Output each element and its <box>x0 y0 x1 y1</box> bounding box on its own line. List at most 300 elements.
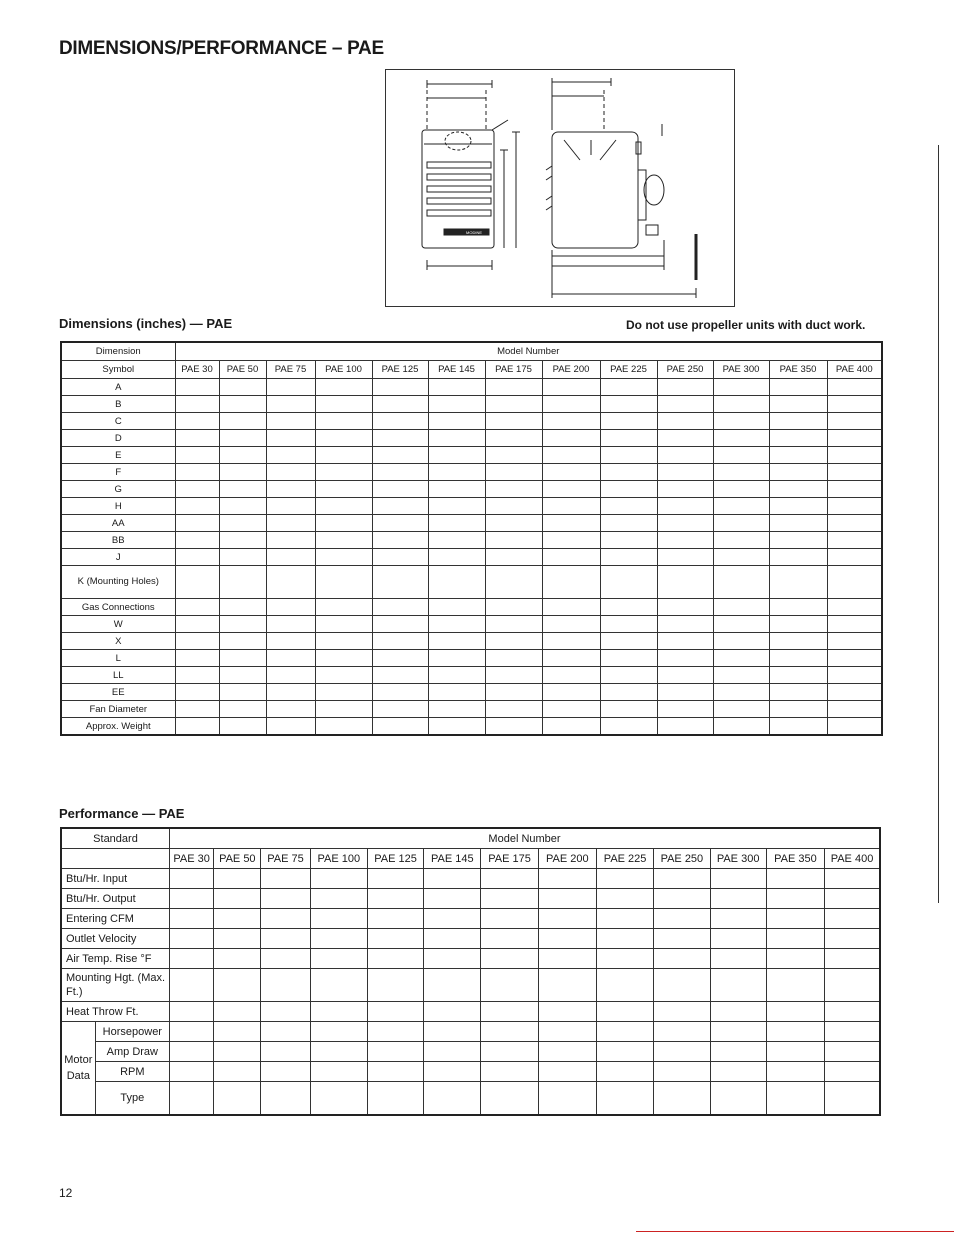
table-cell <box>175 616 219 633</box>
table-cell <box>372 599 428 616</box>
table-cell <box>424 1062 481 1082</box>
table-cell <box>713 566 769 599</box>
table-cell <box>827 430 882 447</box>
dimension-symbol: J <box>61 549 175 566</box>
table-cell <box>219 718 266 736</box>
table-cell <box>769 515 827 532</box>
table-cell <box>827 566 882 599</box>
table-cell <box>485 515 542 532</box>
dimension-symbol: K (Mounting Holes) <box>61 566 175 599</box>
table-cell <box>485 667 542 684</box>
table-cell <box>713 549 769 566</box>
table-cell <box>310 1022 367 1042</box>
table-cell <box>827 515 882 532</box>
table-cell <box>713 447 769 464</box>
table-cell <box>214 929 261 949</box>
table-cell <box>769 599 827 616</box>
table-row <box>61 1062 880 1082</box>
table-cell <box>657 430 713 447</box>
table-cell <box>175 396 219 413</box>
table-cell <box>485 430 542 447</box>
table-cell <box>769 379 827 396</box>
table-cell <box>481 909 538 929</box>
table-cell <box>596 1022 653 1042</box>
table-cell <box>827 718 882 736</box>
dimension-header: Dimension <box>61 342 175 361</box>
table-cell <box>766 909 824 929</box>
dimension-symbol: Approx. Weight <box>61 718 175 736</box>
table-cell <box>428 549 485 566</box>
dimension-symbol: X <box>61 633 175 650</box>
table-cell <box>266 701 315 718</box>
performance-section-title: Performance — PAE <box>59 806 185 821</box>
table-cell <box>485 464 542 481</box>
table-cell <box>367 1062 423 1082</box>
table-cell <box>428 481 485 498</box>
table-cell <box>310 889 367 909</box>
table-cell <box>372 616 428 633</box>
dim-model-header: PAE 145 <box>428 361 485 379</box>
table-cell <box>827 549 882 566</box>
table-cell <box>657 684 713 701</box>
perf-model-header: PAE 100 <box>310 849 367 869</box>
table-cell <box>769 481 827 498</box>
table-row <box>61 969 880 1002</box>
table-cell <box>542 701 600 718</box>
table-row <box>61 396 882 413</box>
table-cell <box>219 379 266 396</box>
table-cell <box>600 684 657 701</box>
table-cell <box>538 869 596 889</box>
table-cell <box>315 396 372 413</box>
table-cell <box>261 889 310 909</box>
dimension-symbol: Gas Connections <box>61 599 175 616</box>
table-cell <box>827 532 882 549</box>
performance-label: Heat Throw Ft. <box>61 1002 170 1022</box>
table-cell <box>827 616 882 633</box>
table-cell <box>310 1082 367 1116</box>
footer-red-rule <box>636 1231 954 1232</box>
dimension-symbol: A <box>61 379 175 396</box>
table-cell <box>654 869 710 889</box>
table-row <box>61 413 882 430</box>
table-cell <box>481 1042 538 1062</box>
table-cell <box>766 1082 824 1116</box>
table-cell <box>766 869 824 889</box>
table-cell <box>310 1042 367 1062</box>
table-cell <box>827 447 882 464</box>
table-cell <box>428 498 485 515</box>
dim-model-header: PAE 125 <box>372 361 428 379</box>
table-cell <box>315 566 372 599</box>
table-row <box>61 498 882 515</box>
table-row <box>61 1042 880 1062</box>
table-cell <box>542 430 600 447</box>
table-cell <box>769 701 827 718</box>
table-cell <box>769 718 827 736</box>
table-cell <box>769 498 827 515</box>
table-cell <box>485 396 542 413</box>
table-cell <box>542 667 600 684</box>
table-cell <box>261 1022 310 1042</box>
table-cell <box>266 532 315 549</box>
table-cell <box>713 464 769 481</box>
table-cell <box>424 949 481 969</box>
table-cell <box>175 549 219 566</box>
table-cell <box>657 413 713 430</box>
table-cell <box>428 430 485 447</box>
table-cell <box>261 1062 310 1082</box>
table-cell <box>827 464 882 481</box>
table-cell <box>170 869 214 889</box>
table-cell <box>542 566 600 599</box>
table-cell <box>219 701 266 718</box>
table-cell <box>481 949 538 969</box>
dimension-symbol: EE <box>61 684 175 701</box>
dimensions-section-title: Dimensions (inches) — PAE <box>59 316 233 331</box>
table-cell <box>219 650 266 667</box>
table-cell <box>219 599 266 616</box>
table-cell <box>315 684 372 701</box>
table-cell <box>428 616 485 633</box>
table-cell <box>710 1082 766 1116</box>
table-cell <box>219 684 266 701</box>
motor-data-label: Type <box>95 1082 169 1116</box>
table-cell <box>542 396 600 413</box>
performance-table <box>60 827 881 1116</box>
table-cell <box>657 532 713 549</box>
table-cell <box>825 1062 880 1082</box>
table-cell <box>600 566 657 599</box>
table-cell <box>485 718 542 736</box>
table-cell <box>769 566 827 599</box>
table-cell <box>175 566 219 599</box>
table-cell <box>219 430 266 447</box>
table-cell <box>713 633 769 650</box>
dimension-symbol: H <box>61 498 175 515</box>
table-cell <box>481 1022 538 1042</box>
dimension-symbol: W <box>61 616 175 633</box>
table-cell <box>654 889 710 909</box>
table-cell <box>175 599 219 616</box>
table-cell <box>710 1062 766 1082</box>
table-cell <box>315 447 372 464</box>
table-cell <box>175 447 219 464</box>
table-cell <box>766 929 824 949</box>
table-cell <box>219 464 266 481</box>
table-cell <box>657 396 713 413</box>
table-cell <box>600 379 657 396</box>
table-row <box>61 481 882 498</box>
table-cell <box>310 869 367 889</box>
motor-data-label: RPM <box>95 1062 169 1082</box>
dim-model-header: PAE 30 <box>175 361 219 379</box>
table-cell <box>769 667 827 684</box>
table-cell <box>175 464 219 481</box>
table-cell <box>170 1082 214 1116</box>
table-cell <box>600 447 657 464</box>
table-cell <box>175 515 219 532</box>
table-cell <box>657 701 713 718</box>
table-cell <box>428 515 485 532</box>
table-cell <box>713 413 769 430</box>
dim-model-header: PAE 400 <box>827 361 882 379</box>
table-cell <box>481 969 538 1002</box>
table-cell <box>710 889 766 909</box>
table-cell <box>485 599 542 616</box>
table-cell <box>219 481 266 498</box>
table-cell <box>372 718 428 736</box>
table-cell <box>424 869 481 889</box>
table-cell <box>596 929 653 949</box>
table-cell <box>315 718 372 736</box>
dim-model-header: PAE 75 <box>266 361 315 379</box>
table-cell <box>170 1062 214 1082</box>
table-cell <box>766 949 824 969</box>
table-cell <box>315 616 372 633</box>
table-cell <box>825 1022 880 1042</box>
table-cell <box>825 949 880 969</box>
table-cell <box>657 498 713 515</box>
table-cell <box>710 869 766 889</box>
dimension-symbol: BB <box>61 532 175 549</box>
table-cell <box>219 616 266 633</box>
table-row <box>61 599 882 616</box>
table-cell <box>315 515 372 532</box>
dim-model-header: PAE 250 <box>657 361 713 379</box>
table-cell <box>766 1062 824 1082</box>
table-cell <box>538 1062 596 1082</box>
table-cell <box>372 515 428 532</box>
heater-diagram-svg <box>386 70 734 306</box>
table-cell <box>654 1082 710 1116</box>
table-row <box>61 929 880 949</box>
table-cell <box>372 481 428 498</box>
table-cell <box>266 633 315 650</box>
table-cell <box>266 549 315 566</box>
table-cell <box>266 464 315 481</box>
table-cell <box>266 650 315 667</box>
table-cell <box>825 909 880 929</box>
dim-model-header: PAE 300 <box>713 361 769 379</box>
table-cell <box>424 1042 481 1062</box>
table-cell <box>769 532 827 549</box>
dim-model-header: PAE 50 <box>219 361 266 379</box>
perf-model-header: PAE 145 <box>424 849 481 869</box>
duct-work-note: Do not use propeller units with duct work. <box>626 318 866 332</box>
dimension-symbol: G <box>61 481 175 498</box>
margin-rule <box>938 145 939 903</box>
table-cell <box>827 650 882 667</box>
table-cell <box>261 1042 310 1062</box>
table-cell <box>266 430 315 447</box>
table-cell <box>170 949 214 969</box>
table-cell <box>827 633 882 650</box>
table-cell <box>261 1082 310 1116</box>
table-cell <box>769 633 827 650</box>
table-cell <box>596 1062 653 1082</box>
table-cell <box>827 667 882 684</box>
performance-label: Btu/Hr. Output <box>61 889 170 909</box>
table-cell <box>424 969 481 1002</box>
table-cell <box>372 413 428 430</box>
table-cell <box>485 650 542 667</box>
table-cell <box>261 1002 310 1022</box>
table-cell <box>538 949 596 969</box>
table-cell <box>214 1082 261 1116</box>
table-cell <box>654 1042 710 1062</box>
table-cell <box>654 929 710 949</box>
table-cell <box>654 969 710 1002</box>
table-cell <box>600 515 657 532</box>
table-cell <box>538 1042 596 1062</box>
table-cell <box>214 869 261 889</box>
table-cell <box>428 633 485 650</box>
dimension-symbol: L <box>61 650 175 667</box>
table-cell <box>481 1002 538 1022</box>
motor-data-label: Amp Draw <box>95 1042 169 1062</box>
table-cell <box>713 616 769 633</box>
table-cell <box>542 718 600 736</box>
table-row <box>61 616 882 633</box>
table-cell <box>170 1042 214 1062</box>
table-cell <box>596 889 653 909</box>
table-row <box>61 949 880 969</box>
table-cell <box>367 1002 423 1022</box>
table-cell <box>654 1002 710 1022</box>
table-cell <box>367 1022 423 1042</box>
table-cell <box>596 869 653 889</box>
table-cell <box>542 447 600 464</box>
table-cell <box>654 909 710 929</box>
table-cell <box>600 498 657 515</box>
perf-model-header: PAE 125 <box>367 849 423 869</box>
table-cell <box>600 464 657 481</box>
side-view-body <box>552 132 638 248</box>
table-cell <box>175 684 219 701</box>
table-cell <box>710 1002 766 1022</box>
table-cell <box>600 616 657 633</box>
table-cell <box>769 413 827 430</box>
performance-label: Mounting Hgt. (Max. Ft.) <box>61 969 170 1002</box>
table-cell <box>315 413 372 430</box>
table-cell <box>372 701 428 718</box>
motor-data-group-label: Motor Data <box>61 1022 95 1116</box>
motor-data-label: Horsepower <box>95 1022 169 1042</box>
table-row <box>61 566 882 599</box>
table-cell <box>367 1042 423 1062</box>
table-cell <box>367 869 423 889</box>
table-cell <box>175 667 219 684</box>
table-cell <box>214 1042 261 1062</box>
perf-model-header: PAE 250 <box>654 849 710 869</box>
table-cell <box>538 909 596 929</box>
table-cell <box>825 1002 880 1022</box>
table-cell <box>769 650 827 667</box>
table-cell <box>485 498 542 515</box>
table-cell <box>485 633 542 650</box>
table-cell <box>424 909 481 929</box>
table-cell <box>769 684 827 701</box>
table-cell <box>372 430 428 447</box>
table-cell <box>428 379 485 396</box>
table-cell <box>769 430 827 447</box>
table-cell <box>266 498 315 515</box>
table-cell <box>657 633 713 650</box>
table-cell <box>424 1022 481 1042</box>
table-cell <box>261 869 310 889</box>
dimension-symbol: D <box>61 430 175 447</box>
table-cell <box>600 650 657 667</box>
table-cell <box>538 969 596 1002</box>
table-cell <box>713 396 769 413</box>
model-number-header: Model Number <box>175 342 882 361</box>
table-cell <box>538 889 596 909</box>
table-cell <box>654 949 710 969</box>
table-cell <box>538 929 596 949</box>
table-cell <box>372 498 428 515</box>
table-cell <box>170 1022 214 1042</box>
table-cell <box>175 498 219 515</box>
table-cell <box>367 909 423 929</box>
table-cell <box>266 515 315 532</box>
table-cell <box>372 464 428 481</box>
table-cell <box>657 447 713 464</box>
table-cell <box>713 718 769 736</box>
table-cell <box>542 464 600 481</box>
table-cell <box>266 481 315 498</box>
dim-model-header: PAE 200 <box>542 361 600 379</box>
table-cell <box>315 532 372 549</box>
table-cell <box>485 413 542 430</box>
table-cell <box>219 396 266 413</box>
table-cell <box>428 464 485 481</box>
table-cell <box>315 650 372 667</box>
table-cell <box>600 396 657 413</box>
table-cell <box>713 684 769 701</box>
table-cell <box>367 949 423 969</box>
table-cell <box>769 396 827 413</box>
table-cell <box>261 929 310 949</box>
dim-model-header: PAE 100 <box>315 361 372 379</box>
table-cell <box>219 413 266 430</box>
table-cell <box>315 701 372 718</box>
table-cell <box>600 633 657 650</box>
table-cell <box>485 481 542 498</box>
table-cell <box>266 718 315 736</box>
table-cell <box>372 650 428 667</box>
table-cell <box>485 701 542 718</box>
table-cell <box>170 889 214 909</box>
table-cell <box>485 566 542 599</box>
table-cell <box>827 701 882 718</box>
table-cell <box>710 969 766 1002</box>
table-cell <box>713 650 769 667</box>
table-cell <box>825 1082 880 1116</box>
table-cell <box>710 909 766 929</box>
table-cell <box>657 566 713 599</box>
table-cell <box>766 1042 824 1062</box>
table-cell <box>219 447 266 464</box>
table-cell <box>214 1022 261 1042</box>
table-cell <box>600 549 657 566</box>
perf-model-header: PAE 225 <box>596 849 653 869</box>
table-cell <box>424 1002 481 1022</box>
table-cell <box>310 1062 367 1082</box>
table-cell <box>219 566 266 599</box>
table-cell <box>219 532 266 549</box>
table-row <box>61 869 880 889</box>
